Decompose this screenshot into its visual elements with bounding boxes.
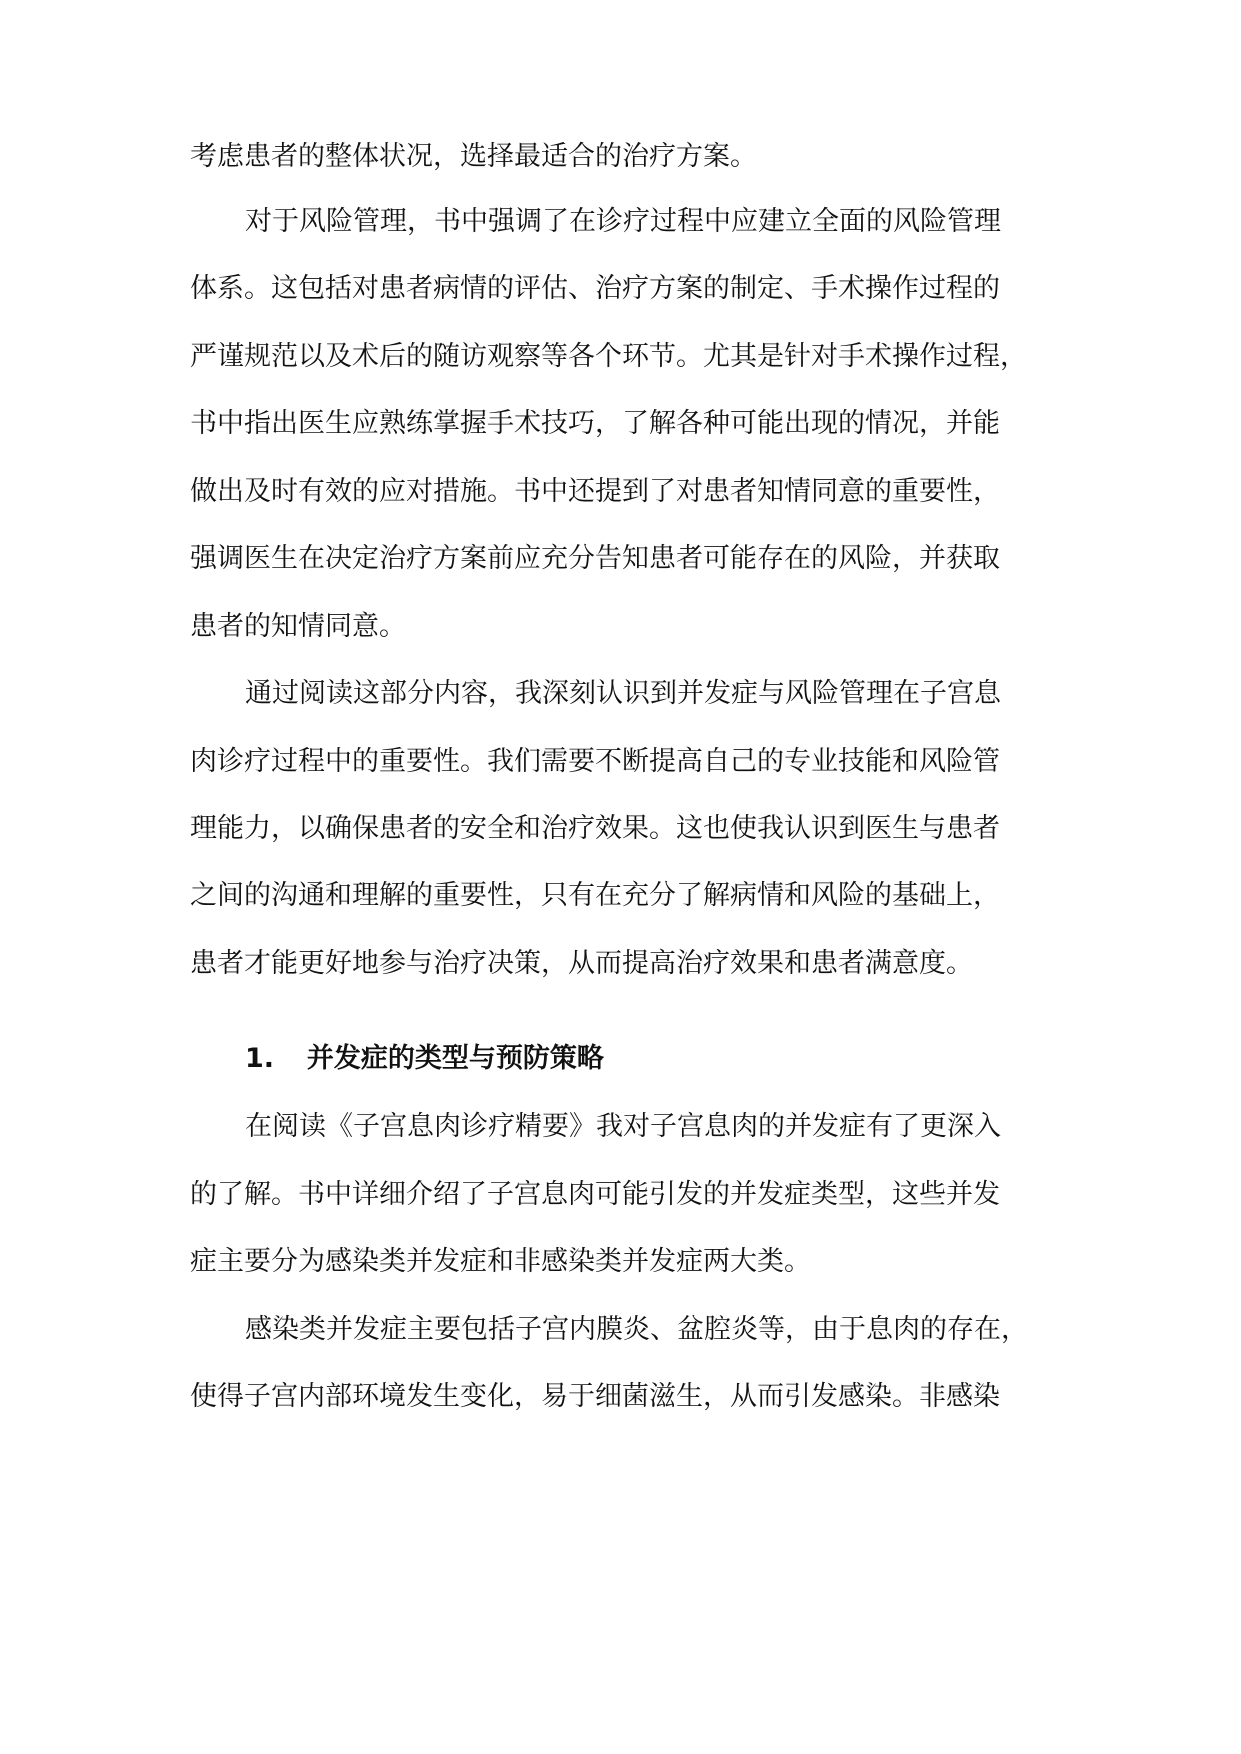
paragraph-line: 体系。这包括对患者病情的评估、治疗方案的制定、手术操作过程的	[190, 273, 1000, 304]
paragraph-line: 患者的知情同意。	[190, 611, 406, 642]
section-heading-title: 并发症的类型与预防策略	[306, 1043, 604, 1074]
paragraph-line: 强调医生在决定治疗方案前应充分告知患者可能存在的风险，并获取	[190, 543, 1000, 574]
paragraph-line: 感染类并发症主要包括子宫内膜炎、盆腔炎等，由于息肉的存在，	[245, 1314, 1028, 1345]
paragraph-line: 的了解。书中详细介绍了子宫息肉可能引发的并发症类型，这些并发	[190, 1179, 1000, 1210]
paragraph-line: 理能力，以确保患者的安全和治疗效果。这也使我认识到医生与患者	[190, 813, 1000, 844]
paragraph-line: 书中指出医生应熟练掌握手术技巧，了解各种可能出现的情况，并能	[190, 408, 1000, 439]
paragraph-line: 对于风险管理，书中强调了在诊疗过程中应建立全面的风险管理	[245, 206, 1001, 237]
paragraph-line: 严谨规范以及术后的随访观察等各个环节。尤其是针对手术操作过程，	[190, 341, 1027, 372]
paragraph-line: 之间的沟通和理解的重要性，只有在充分了解病情和风险的基础上，	[190, 880, 1000, 911]
paragraph-line: 患者才能更好地参与治疗决策，从而提高治疗效果和患者满意度。	[190, 948, 973, 979]
paragraph-line: 使得子宫内部环境发生变化，易于细菌滋生，从而引发感染。非感染	[190, 1381, 1000, 1412]
paragraph-line: 在阅读《子宫息肉诊疗精要》我对子宫息肉的并发症有了更深入	[245, 1111, 1001, 1142]
section-heading-number: 1.	[245, 1043, 275, 1074]
paragraph-line: 肉诊疗过程中的重要性。我们需要不断提高自己的专业技能和风险管	[190, 746, 1000, 777]
paragraph-line: 症主要分为感染类并发症和非感染类并发症两大类。	[190, 1246, 811, 1277]
paragraph-line: 考虑患者的整体状况，选择最适合的治疗方案。	[190, 141, 757, 172]
paragraph-line: 通过阅读这部分内容，我深刻认识到并发症与风险管理在子宫息	[245, 678, 1001, 709]
paragraph-line: 做出及时有效的应对措施。书中还提到了对患者知情同意的重要性，	[190, 476, 1000, 507]
section-heading	[245, 1039, 1060, 1079]
